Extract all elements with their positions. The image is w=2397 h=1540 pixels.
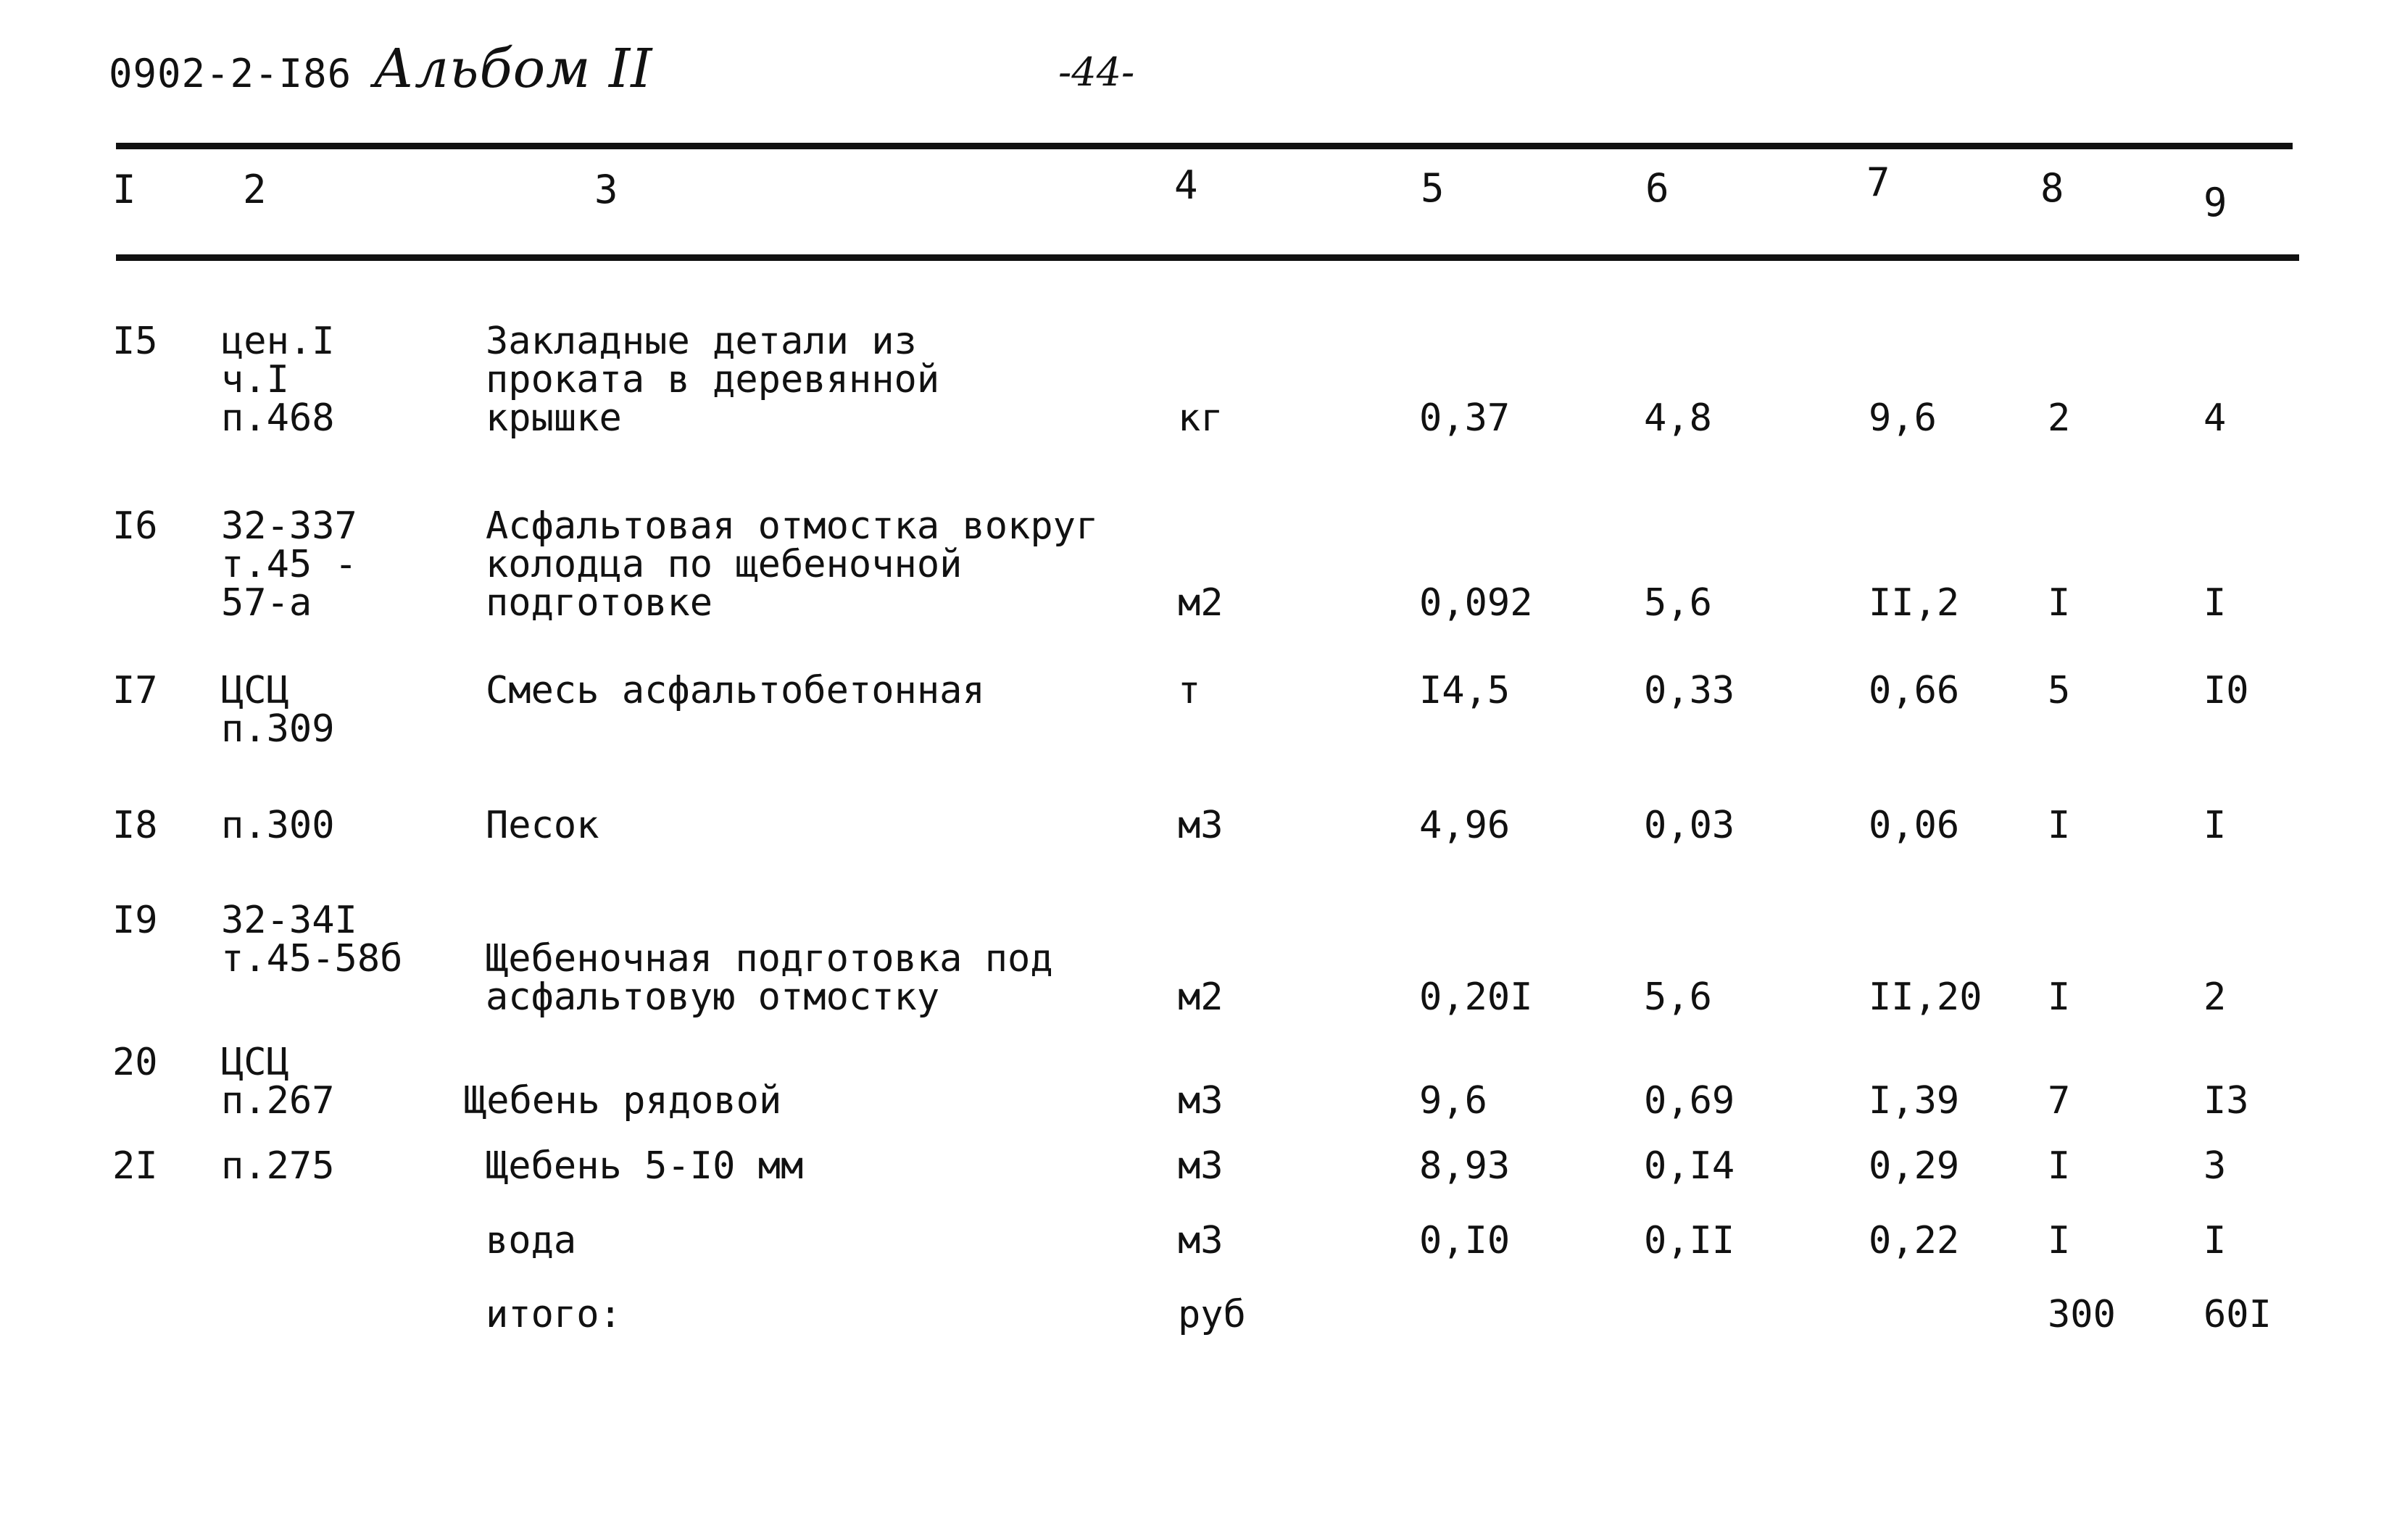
price-reference: ч.I xyxy=(221,358,289,401)
unit-price-cell: 0,II xyxy=(1644,1219,1735,1262)
total-cell: 0,22 xyxy=(1869,1219,1960,1262)
unit-cell: руб xyxy=(1178,1293,1246,1336)
header-bottom-rule xyxy=(116,254,2299,261)
item-name: колодца по щебеночной xyxy=(486,543,963,586)
column-header-1: I xyxy=(112,167,136,212)
row-number: I7 xyxy=(112,669,158,712)
quantity-cell: 0,I0 xyxy=(1419,1219,1511,1262)
col8-cell: 300 xyxy=(2048,1293,2116,1336)
total-cell: 9,6 xyxy=(1869,396,1937,440)
item-name: Щебень 5-I0 мм xyxy=(486,1144,804,1188)
col8-cell: 7 xyxy=(2048,1079,2071,1123)
row-number: I8 xyxy=(112,804,158,847)
quantity-cell: I4,5 xyxy=(1419,669,1511,712)
quantity-cell: 8,93 xyxy=(1419,1144,1511,1188)
price-reference: 32-34I xyxy=(221,899,357,942)
price-reference: 57-а xyxy=(221,581,312,625)
unit-cell: м3 xyxy=(1178,1144,1224,1188)
column-header-3: 3 xyxy=(594,167,618,212)
total-cell: II,2 xyxy=(1869,581,1960,625)
item-name: асфальтовую отмостку xyxy=(486,975,940,1019)
row-number: I6 xyxy=(112,504,158,548)
col8-cell: I xyxy=(2048,581,2071,625)
item-name: итого: xyxy=(486,1293,622,1336)
unit-cell: м2 xyxy=(1178,581,1224,625)
column-header-7: 7 xyxy=(1866,159,1890,205)
unit-cell: м3 xyxy=(1178,1219,1224,1262)
price-reference: т.45-58б xyxy=(221,937,403,981)
total-cell: 0,29 xyxy=(1869,1144,1960,1188)
item-name: Щебеночная подготовка под xyxy=(486,937,1053,981)
col9-cell: I xyxy=(2203,581,2227,625)
col8-cell: I xyxy=(2048,1144,2071,1188)
page-number: -44- xyxy=(1058,49,1135,95)
item-name: крышке xyxy=(486,396,622,440)
total-cell: II,20 xyxy=(1869,975,1982,1019)
col9-cell: 4 xyxy=(2203,396,2227,440)
price-reference: п.309 xyxy=(221,707,335,751)
total-cell: I,39 xyxy=(1869,1079,1960,1123)
item-name: подготовке xyxy=(486,581,713,625)
unit-cell: кг xyxy=(1178,396,1224,440)
price-reference: 32-337 xyxy=(221,504,357,548)
column-header-8: 8 xyxy=(2040,165,2064,211)
price-reference: п.300 xyxy=(221,804,335,847)
unit-cell: м3 xyxy=(1178,1079,1224,1123)
item-name: Щебень рядовой xyxy=(464,1079,782,1123)
col9-cell: I3 xyxy=(2203,1079,2249,1123)
unit-price-cell: 0,03 xyxy=(1644,804,1735,847)
unit-price-cell: 4,8 xyxy=(1644,396,1712,440)
price-reference: п.275 xyxy=(221,1144,335,1188)
quantity-cell: 0,37 xyxy=(1419,396,1511,440)
column-header-5: 5 xyxy=(1421,165,1445,211)
price-reference: ЦСЦ xyxy=(221,1041,289,1084)
document-code: 0902-2-I86 xyxy=(109,51,352,96)
unit-price-cell: 5,6 xyxy=(1644,975,1712,1019)
quantity-cell: 0,20I xyxy=(1419,975,1533,1019)
item-name: вода xyxy=(486,1219,577,1262)
item-name: Асфальтовая отмостка вокруг xyxy=(486,504,1099,548)
unit-cell: т xyxy=(1178,669,1201,712)
price-reference: ЦСЦ xyxy=(221,669,289,712)
quantity-cell: 4,96 xyxy=(1419,804,1511,847)
total-cell: 0,06 xyxy=(1869,804,1960,847)
quantity-cell: 9,6 xyxy=(1419,1079,1487,1123)
column-header-9: 9 xyxy=(2203,180,2227,225)
column-header-4: 4 xyxy=(1174,162,1198,208)
row-number: I9 xyxy=(112,899,158,942)
col9-cell: I xyxy=(2203,804,2227,847)
price-reference: п.267 xyxy=(221,1079,335,1123)
col9-cell: I0 xyxy=(2203,669,2249,712)
row-number: 20 xyxy=(112,1041,158,1084)
unit-price-cell: 0,69 xyxy=(1644,1079,1735,1123)
price-reference: т.45 - xyxy=(221,543,357,586)
col8-cell: I xyxy=(2048,1219,2071,1262)
unit-price-cell: 0,I4 xyxy=(1644,1144,1735,1188)
unit-cell: м2 xyxy=(1178,975,1224,1019)
col9-cell: I xyxy=(2203,1219,2227,1262)
col8-cell: 5 xyxy=(2048,669,2071,712)
unit-price-cell: 0,33 xyxy=(1644,669,1735,712)
item-name: Песок xyxy=(486,804,599,847)
col8-cell: 2 xyxy=(2048,396,2071,440)
unit-price-cell: 5,6 xyxy=(1644,581,1712,625)
price-reference: п.468 xyxy=(221,396,335,440)
item-name: Смесь асфальтобетонная xyxy=(486,669,985,712)
col9-cell: 2 xyxy=(2203,975,2227,1019)
column-header-2: 2 xyxy=(243,167,267,212)
total-cell: 0,66 xyxy=(1869,669,1960,712)
top-rule xyxy=(116,143,2293,149)
row-number: 2I xyxy=(112,1144,158,1188)
quantity-cell: 0,092 xyxy=(1419,581,1533,625)
item-name: проката в деревянной xyxy=(486,358,940,401)
column-header-6: 6 xyxy=(1645,165,1669,211)
col9-cell: 3 xyxy=(2203,1144,2227,1188)
album-label: Альбом II xyxy=(373,38,653,100)
col8-cell: I xyxy=(2048,975,2071,1019)
row-number: I5 xyxy=(112,320,158,363)
col8-cell: I xyxy=(2048,804,2071,847)
unit-cell: м3 xyxy=(1178,804,1224,847)
item-name: Закладные детали из xyxy=(486,320,917,363)
col9-cell: 60I xyxy=(2203,1293,2272,1336)
price-reference: цен.I xyxy=(221,320,335,363)
